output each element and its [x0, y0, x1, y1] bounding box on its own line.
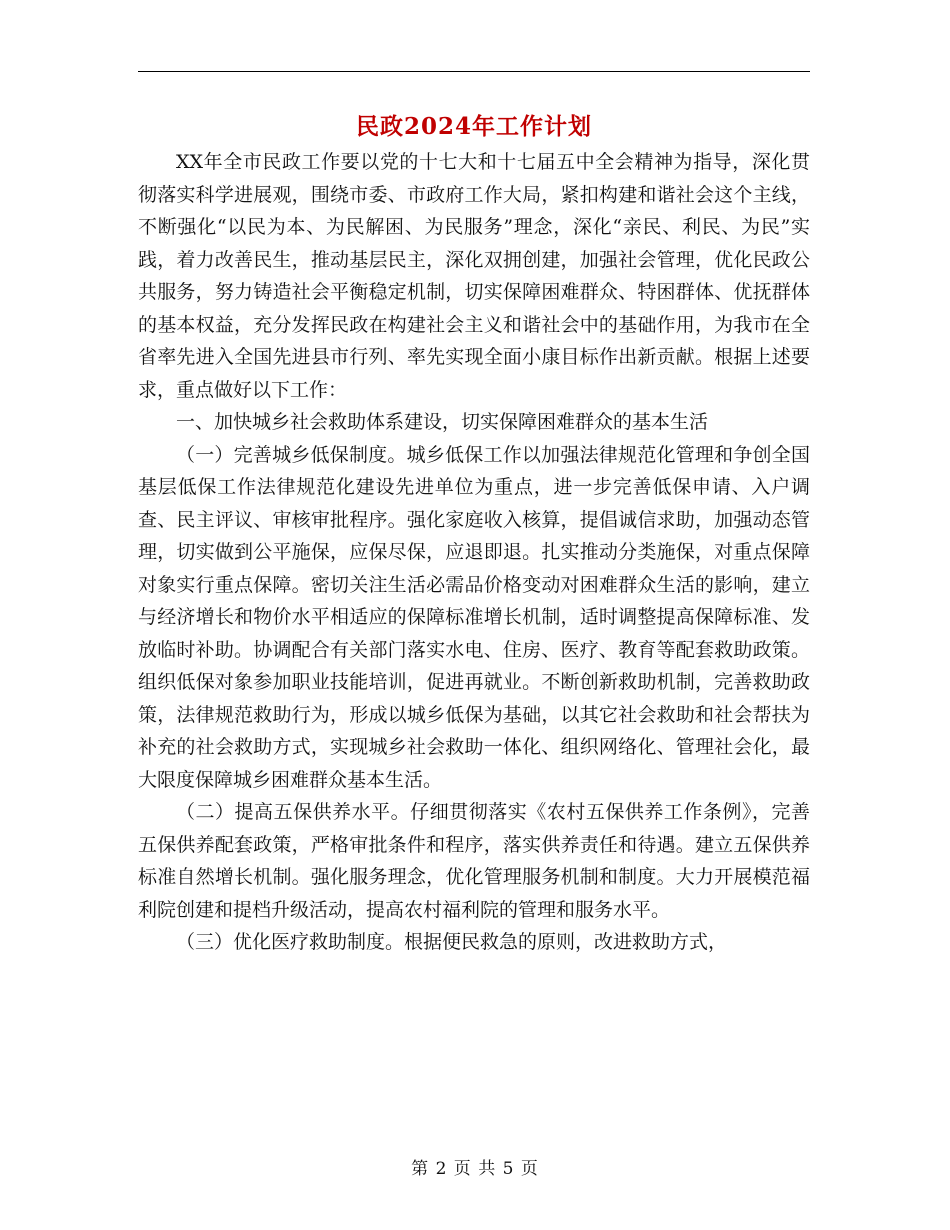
page-number-current: 2	[435, 1159, 448, 1179]
header-rule	[138, 71, 810, 72]
paragraph-intro: XX年全市民政工作要以党的十七大和十七届五中全会精神为指导，深化贯彻落实科学进展观，围绕市委、市政府工作大局，紧扣构建和谐社会这个主线，不断强化“以民为本、为民解困、为民服务”理念，深化“亲民、利民、为民”实践，着力改善民生，推动基层民主，深化双拥创建，加强社会管理，优化民政公共服务，努力铸造社会平衡稳定机制，切实保障困难群众、特困群体、优抚群体的基本权益，充分发挥民政在构建社会主义和谐社会中的基础作用，为我市在全省率先进入全国先进县市行列、率先实现全面小康目标作出新贡献。根据上述要求，重点做好以下工作：	[138, 151, 810, 401]
paragraph-item-2: （二）提高五保供养水平。仔细贯彻落实《农村五保供养工作条例》，完善五保供养配套政策，严格审批条件和程序，落实供养责任和待遇。建立五保供养标准自然增长机制。强化服务理念，优化管理服务机制和制度。大力开展模范福利院创建和提档升级活动，提高农村福利院的管理和服务水平。	[138, 801, 810, 921]
section-heading-1: 一、加快城乡社会救助体系建设，切实保障困难群众的基本生活	[176, 411, 709, 433]
footer-prefix: 第	[411, 1159, 430, 1179]
page-number-total: 5	[502, 1159, 515, 1179]
document-body	[138, 146, 810, 959]
footer-middle: 页 共	[453, 1159, 497, 1179]
document-title: 民政2024年工作计划	[355, 113, 592, 140]
footer-suffix: 页	[520, 1159, 539, 1179]
paragraph-item-3: （三）优化医疗救助制度。根据便民救急的原则，改进救助方式，	[176, 931, 728, 953]
page-footer	[0, 1154, 950, 1179]
paragraph-item-1: （一）完善城乡低保制度。城乡低保工作以加强法律规范化管理和争创全国基层低保工作法律规范化建设先进单位为重点，进一步完善低保申请、入户调查、民主评议、审核审批程序。强化家庭收入核算，提倡诚信求助，加强动态管理，切实做到公平施保，应保尽保，应退即退。扎实推动分类施保，对重点保障对象实行重点保障。密切关注生活必需品价格变动对困难群众生活的影响，建立与经济增长和物价水平相适应的保障标准增长机制，适时调整提高保障标准、发放临时补助。协调配合有关部门落实水电、住房、医疗、教育等配套救助政策。组织低保对象参加职业技能培训，促进再就业。不断创新救助机制，完善救助政策，法律规范救助行为，形成以城乡低保为基础，以其它社会救助和社会帮扶为补充的社会救助方式，实现城乡社会救助一体化、组织网络化、管理社会化，最大限度保障城乡困难群众基本生活。	[138, 443, 810, 791]
